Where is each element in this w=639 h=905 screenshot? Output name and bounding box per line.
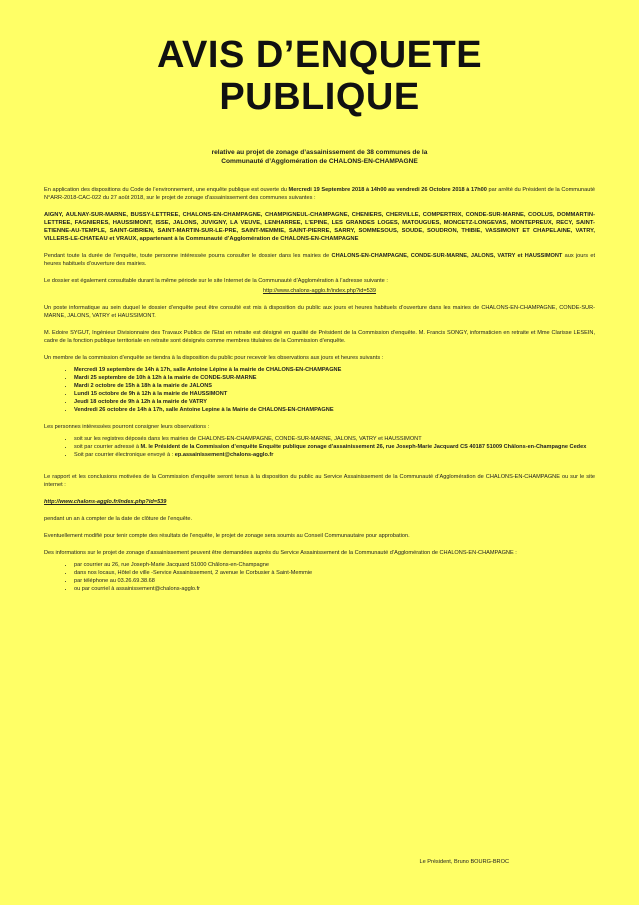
list-item: • Vendredi 26 octobre de 14h à 17h, salle Antoine Lepine à la Mairie de CHALONS-EN-CHAMPAGNE [74, 406, 595, 414]
list-item: • dans nos locaux, Hôtel de ville -Service Assainissement, 2 avenue le Corbusier à Saint-Memmie [74, 569, 595, 577]
permanences-list [44, 366, 595, 414]
list-item: • Mardi 2 octobre de 15h à 18h à la mairie de JALONS [74, 382, 595, 390]
observations-list [44, 435, 595, 459]
eventuellement-paragraph: Eventuellement modifié pour tenir compte des résultats de l’enquête, le projet de zonage sera soumis au Conseil Communautaire pour approbation. [44, 533, 410, 539]
commission-paragraph: M. Edoire SYGUT, Ingénieur Divisionnaire des Travaux Publics de l’Etat en retraite est désigné en qualité de Président de la Commission d’enquête. M. Francis SONGY, informaticien en retraite et Mme Clarisse LESEIN, cadre de la fonction publique territoriale en retraite sont désignés comme membres titulaires de la Commission d’enquête. [44, 330, 595, 344]
membre-paragraph: Un membre de la commission d’enquête se tiendra à la disposition du public pour recevoir les observations aux jours et heures suivants : [44, 355, 384, 361]
list-item: • Lundi 15 octobre de 9h à 12h à la mairie de HAUSSIMONT [74, 390, 595, 398]
internet-url-line [44, 287, 595, 295]
rapport-url-line [44, 498, 595, 506]
list-item: • par courrier au 26, rue Joseph-Marie Jacquard 51000 Châlons-en-Champagne [74, 561, 595, 569]
list-item: • Jeudi 18 octobre de 9h à 12h à la mairie de VATRY [74, 398, 595, 406]
pendant-paragraph: Pendant toute la durée de l’enquête, toute personne intéressée pourra consulter le dossier dans les mairies de CHALONS-EN-CHAMPAGNE, CONDE-SUR-MARNE, JALONS, VATRY et HAUSSIMONT aux jours et heures habituels d’ouverture des mairies. [44, 253, 596, 267]
list-item: • soit sur les registres déposés dans les mairies de CHALONS-EN-CHAMPAGNE, CONDE-SUR-MARNE, JALONS, VATRY et HAUSSIMONT [74, 435, 595, 443]
pendant-an-paragraph: pendant un an à compter de la date de clôture de l’enquête. [44, 516, 193, 522]
internet-paragraph: Le dossier est également consultable durant la même période sur le site Internet de la Communauté d’Agglomération à l’adresse suivante : [44, 278, 388, 284]
signature: Le Président, Bruno BOURG-BROC [419, 859, 509, 865]
rapport-link[interactable]: http://www.chalons-agglo.fr/index.php?id=539 [44, 499, 167, 505]
enquete-dates: Mercredi 19 Septembre 2018 à 14h00 au vendredi 26 Octobre 2018 à 17h00 [288, 187, 487, 193]
list-item: • Mercredi 19 septembre de 14h à 17h, salle Antoine Lépine à la mairie de CHALONS-EN-CHAMPAGNE [74, 366, 595, 374]
list-item: • soit par courrier adressé à M. le Président de la Commission d’enquête Enquête publique zonage d’assainissement 26, rue Joseph-Marie Jacquard CS 40187 51009 Châlons-en-Champagne Cedex [74, 443, 595, 451]
mairies-list: CHALONS-EN-CHAMPAGNE, CONDE-SUR-MARNE, JALONS, VATRY et HAUSSIMONT [331, 253, 563, 259]
observations-intro: Les personnes intéressées pourront consigner leurs observations : [44, 424, 210, 430]
list-item: • ou par courriel à assainissement@chalons-agglo.fr [74, 585, 595, 593]
list-item: • Soit par courrier électronique envoyé à : ep.assainissement@chalons-agglo.fr [74, 451, 595, 459]
subtitle [84, 148, 555, 166]
subtitle-line-1: relative au projet de zonage d’assainissement de 38 communes de la [211, 149, 428, 156]
title-line-2: PUBLIQUE [219, 76, 420, 118]
communes-list: AIGNY, AULNAY-SUR-MARNE, BUSSY-LETTREE, CHALONS-EN-CHAMPAGNE, CHAMPIGNEUL-CHAMPAGNE, CHENIERS, CHERVILLE, COMPERTRIX, CONDE-SUR-MARNE, COOLUS, DOMMARTIN-LETTREE, FAGNIERES, HAUSSIMONT, ISSE, JALONS, JUVIGNY, LA VEUVE, LENHARREE, L’EPINE, LES GRANDES LOGES, MATOUGUES, MONCETZ-LONGEVAS, MONTEPREUX, RECY, SAINT-ETIENNE-AU-TEMPLE, SAINT-GIBRIEN, SAINT-MARTIN-SUR-LE-PRE, SAINT-MEMMIE, SAINT-PIERRE, SARRY, SOMMESOUS, SOUDE, SOUDRON, THIBIE, VASSIMONT ET CHAPELAINE, VATRY, VILLERS-LE-CHATEAU et VRAUX, appartenant à la Communauté d’Agglomération de CHALONS-EN-CHAMPAGNE [44, 212, 595, 242]
rapport-paragraph: Le rapport et les conclusions motivées de la Commission d’enquête seront tenus à la disposition du public au Service Assainissement de la Communauté d’Agglomération de CHALONS-EN-CHAMPAGNE ou sur le site internet : [44, 474, 595, 488]
title-line-1: AVIS D’ENQUETE [156, 34, 483, 76]
poste-paragraph: Un poste informatique au sein duquel le dossier d’enquête peut être consulté est mis à disposition du public aux jours et heures habituels d’ouverture dans les mairies de CHALONS-EN-CHAMPAGNE, CONDE-SUR-MARNE, JALONS, VATRY et HAUSSIMONT. [44, 305, 595, 319]
internet-link[interactable]: http://www.chalons-agglo.fr/index.php?id=539 [262, 288, 377, 294]
intro-paragraph: En application des dispositions du Code de l’environnement, une enquête publique est ouverte du Mercredi 19 Septembre 2018 à 14h00 au vendredi 26 Octobre 2018 à 17h00 par arrêté du Président de la Communauté N°ARR-2018-CAC-022 du 27 août 2018, sur le projet de zonage d’assainissement des communes suivantes : [44, 187, 595, 201]
email-address[interactable]: ep.assainissement@chalons-agglo.fr [174, 452, 274, 458]
list-item: • par téléphone au 03.26.69.38.68 [74, 577, 595, 585]
subtitle-line-2: Communauté d’Agglomération de CHALONS-EN-CHAMPAGNE [221, 158, 418, 165]
postal-address: M. le Président de la Commission d’enquête Enquête publique zonage d’assainissement 26, rue Joseph-Marie Jacquard CS 40187 51009 Châlons-en-Champagne Cedex [140, 444, 587, 450]
contacts-list [44, 561, 595, 593]
page-title [44, 34, 595, 118]
list-item: • Mardi 25 septembre de 10h à 12h à la mairie de CONDE-SUR-MARNE [74, 374, 595, 382]
infos-paragraph: Des informations sur le projet de zonage d’assainissement peuvent être demandées auprès du Service Assainissement de la Communauté d’Agglomération de CHALONS-EN-CHAMPAGNE : [44, 550, 517, 556]
